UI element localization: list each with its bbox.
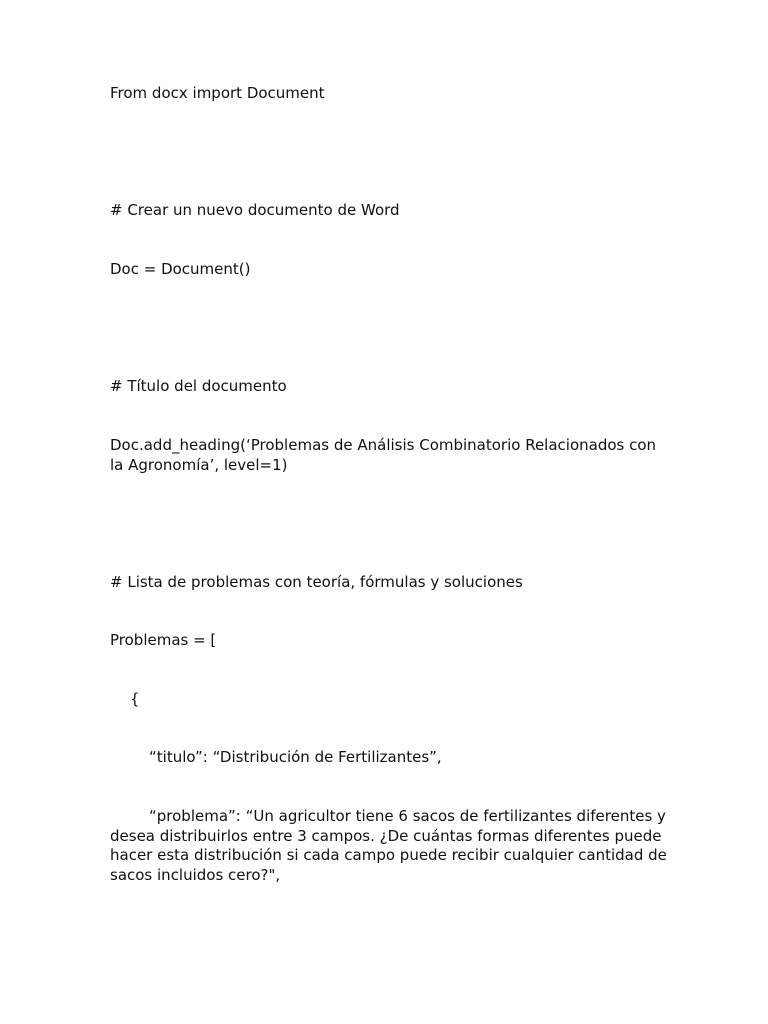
comment-create-document: # Crear un nuevo documento de Word [110,201,400,219]
doc-init-line: Doc = Document() [110,260,251,278]
comment-problem-list: # Lista de problemas con teoría, fórmulas y soluciones [110,573,523,591]
import-line: From docx import Document [110,84,325,102]
add-heading-line: Doc.add_heading(‘Problemas de Análisis Combinatorio Relacionados con la Agronomía’, level=1) [110,436,657,474]
problema-entry: “problema”: “Un agricultor tiene 6 sacos de fertilizantes diferentes y desea distribuirlos entre 3 campos. ¿De cuántas formas diferentes puede hacer esta distribución si cada campo puede recibir cualquier cantidad de sacos incluidos cero?", [110,807,667,884]
problems-list-open: Problemas = [ [110,631,217,649]
object-brace-open: { [130,690,140,708]
titulo-entry: “titulo”: “Distribución de Fertilizantes”, [149,748,442,766]
comment-document-title: # Título del documento [110,377,287,395]
